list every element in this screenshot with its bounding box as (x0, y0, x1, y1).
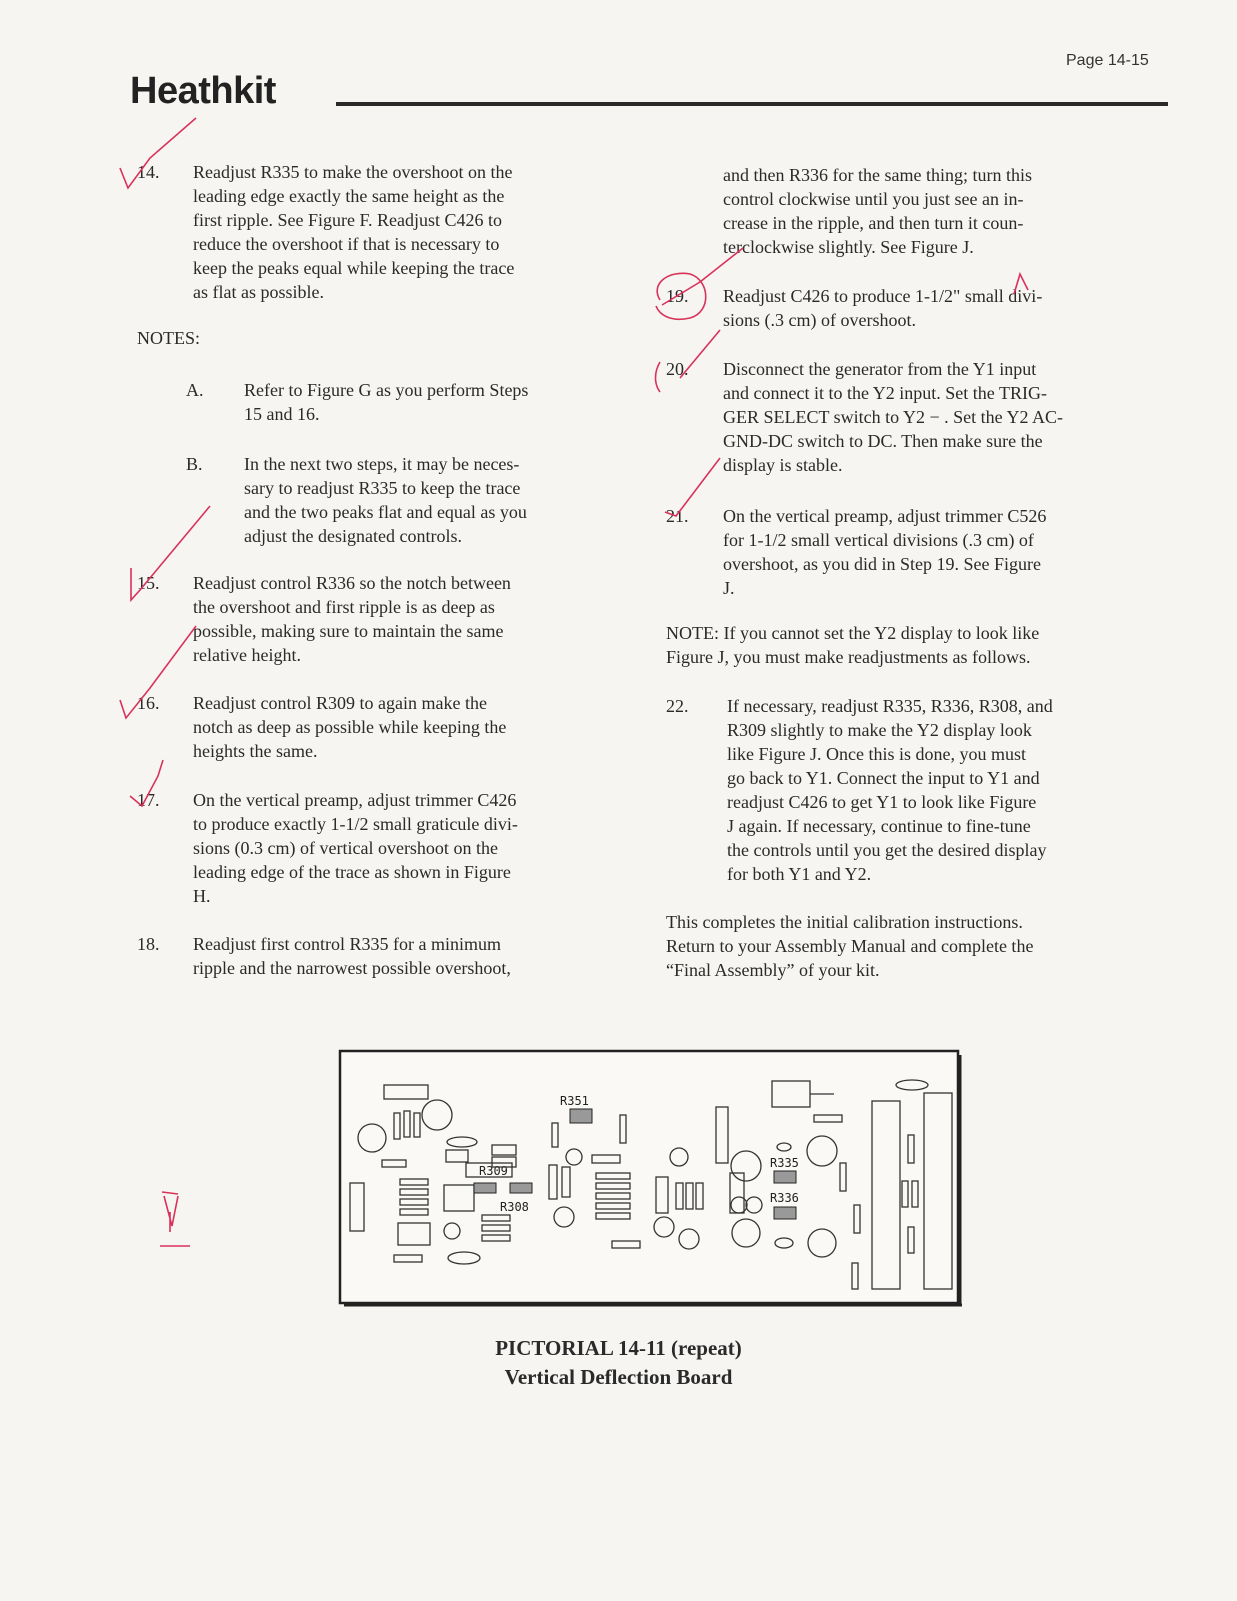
step-16-text: Readjust control R309 to again make the notch as deep as possible while keeping the heights the same. (193, 693, 507, 761)
check-19-value (1014, 274, 1028, 294)
check-step-16 (120, 626, 196, 718)
check-step-14 (120, 118, 196, 188)
check-step-20 (656, 330, 721, 392)
check-step-17 (130, 760, 163, 806)
note-a-text: Refer to Figure G as you perform Steps 15 and 16. (244, 380, 529, 424)
label-r335: R335 (770, 1156, 799, 1170)
step-21-text: On the vertical preamp, adjust trimmer C526 for 1-1/2 small vertical divisions (.3 cm) of overshoot, as you did in Step 19. See Figure J. (723, 506, 1047, 598)
step-22-number: 22. (666, 696, 689, 716)
step-15-number: 15. (137, 573, 160, 593)
circle-step-19 (656, 273, 706, 319)
label-r309: R309 (479, 1164, 508, 1178)
label-r351: R351 (560, 1094, 589, 1108)
check-step-21 (665, 458, 720, 516)
step-19-number: 19. (666, 286, 689, 306)
step-14-text: Readjust R335 to make the overshoot on the leading edge exactly the same height as the first ripple. See Figure F. Readjust C426 to reduce the overshoot if that is necessary to keep the peaks equal while keeping the trace as flat as possible. (193, 162, 515, 302)
step-20-text: Disconnect the generator from the Y1 input and connect it to the Y2 input. Set the TRIG- GER SELECT switch to Y2 − . Set the Y2 AC- GND-DC switch to DC. Then make sure the display is stable. (723, 359, 1063, 475)
check-step-15 (131, 506, 210, 600)
note-a-letter: A. (186, 380, 204, 400)
note-b-letter: B. (186, 454, 203, 474)
vertical-deflection-board-pictorial (334, 1045, 966, 1313)
page-number: Page 14-15 (1066, 52, 1149, 69)
step-18-continued-text: and then R336 for the same thing; turn this control clockwise until you just see an in- crease in the ripple, and then turn it coun- terclockwise slightly. See Figure J. (723, 165, 1032, 257)
step-18-number: 18. (137, 934, 160, 954)
closing-text: This completes the initial calibration instructions. Return to your Assembly Manual and complete the “Final Assembly” of your kit. (666, 912, 1034, 980)
step-17-number: 17. (137, 790, 160, 810)
step-14-number: 14. (137, 162, 160, 182)
step-21-number: 21. (666, 506, 689, 526)
initial-mark (160, 1192, 190, 1246)
step-18-text: Readjust first control R335 for a minimum ripple and the narrowest possible overshoot, (193, 934, 511, 978)
note-b-text: In the next two steps, it may be neces- sary to readjust R335 to keep the trace and the two peaks flat and equal as you adjust the designated controls. (244, 454, 527, 546)
step-19-text: Readjust C426 to produce 1-1/2" small divi- sions (.3 cm) of overshoot. (723, 286, 1043, 330)
step-20-number: 20. (666, 359, 689, 379)
step-22-text: If necessary, readjust R335, R336, R308, and R309 slightly to make the Y2 display look like Figure J. Once this is done, you must go back to Y1. Connect the input to Y1 and readjust C426 to get Y1 to look like Figure J again. If necessary, continue to fine-tune the controls until you get the desired display for both Y1 and Y2. (727, 696, 1053, 884)
heathkit-logo: Heathkit (130, 70, 276, 112)
caption-line-2: Vertical Deflection Board (504, 1365, 733, 1389)
label-r308: R308 (500, 1200, 529, 1214)
label-r336: R336 (770, 1191, 799, 1205)
caption-line-1: PICTORIAL 14-11 (repeat) (495, 1336, 742, 1360)
notes-label: NOTES: (137, 328, 200, 348)
step-17-text: On the vertical preamp, adjust trimmer C426 to produce exactly 1-1/2 small graticule divi- sions (0.3 cm) of vertical overshoot on the leading edge of the trace as shown in Figure H. (193, 790, 518, 906)
pictorial-caption (0, 1334, 1237, 1392)
check-step-19 (662, 248, 743, 305)
note-y2-text: NOTE: If you cannot set the Y2 display to look like Figure J, you must make readjustments as follows. (666, 623, 1040, 667)
step-16-number: 16. (137, 693, 160, 713)
step-15-text: Readjust control R336 so the notch between the overshoot and first ripple is as deep as possible, making sure to maintain the same relative height. (193, 573, 511, 665)
